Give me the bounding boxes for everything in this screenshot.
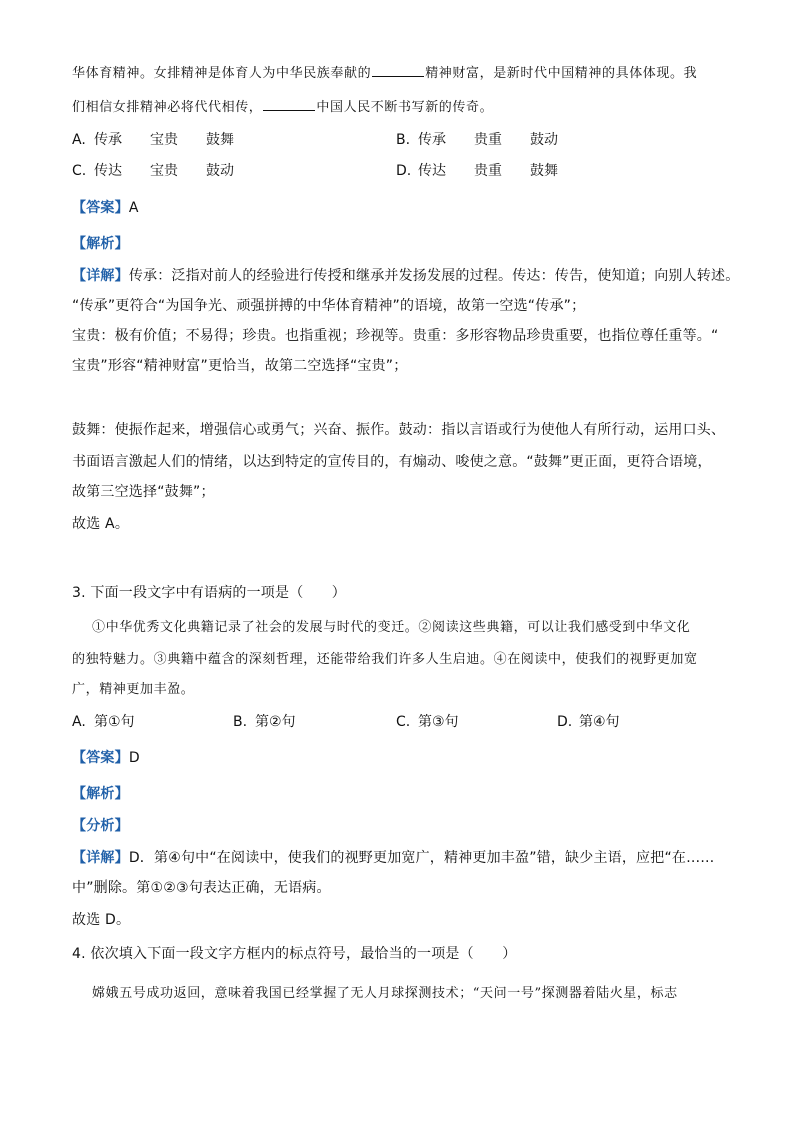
answer-tag: 【答案】 [72, 200, 129, 216]
q3-fenxi-tag [72, 816, 129, 836]
q2-detail-line-4: 宝贵”形容“精神财富”更恰当，故第二空选择“宝贵”； [72, 358, 408, 374]
option-label: C. [72, 163, 87, 179]
q3-detail-line-1 [72, 848, 715, 868]
q2-answer-line [72, 198, 139, 218]
option-text: 第①句 [94, 714, 135, 730]
q2-detail-line-6: 书面语言激起人们的情绪，以达到特定的宣传目的，有煽动、唆使之意。“鼓舞”更正面，更符合语境， [72, 454, 712, 470]
answer-value: A [128, 200, 139, 216]
detail-text: 传承：泛指对前人的经验进行传授和继承并发扬发展的过程。传达：传告，使知道；向别人转述。 [128, 268, 740, 284]
q2-detail-line-3: 宝贵：极有价值；不易得；珍贵。也指重视；珍视等。贵重：多形容物品珍贵重要，也指位尊任重等。“ [72, 328, 719, 344]
detail-tag: 【详解】 [72, 268, 129, 284]
q3-option-d [557, 712, 620, 732]
option-text: 第④句 [579, 714, 620, 730]
q3-passage-line-3: 广，精神更加丰盈。 [72, 682, 195, 697]
q2-passage-text: 精神财富，是新时代中国精神的具体体现。我 [425, 66, 698, 81]
q2-option-b [396, 130, 558, 150]
q2-option-c [72, 161, 234, 181]
option-word: 贵重 [474, 163, 502, 179]
q2-detail-line-5: 鼓舞：使振作起来，增强信心或勇气；兴奋、振作。鼓动：指以言语或行为使他人有所行动，运用口头、 [72, 422, 726, 438]
analysis-tag: 【解析】 [72, 786, 129, 802]
option-word: 传达 [418, 163, 446, 179]
q2-passage-text: 华体育精神。女排精神是体育人为中华民族奉献的 [72, 66, 372, 81]
q3-analysis-tag [72, 784, 129, 804]
detail-tag: 【详解】 [72, 850, 129, 866]
answer-tag: 【答案】 [72, 750, 129, 766]
q3-option-c [396, 712, 459, 732]
q3-passage-line-2: 的独特魅力。③典籍中蕴含的深刻哲理，还能带给我们许多人生启迪。④在阅读中，使我们的视野更加宽 [72, 652, 698, 667]
option-word: 宝贵 [150, 132, 178, 148]
option-word: 传达 [94, 163, 122, 179]
q3-answer-line [72, 748, 140, 768]
option-word: 宝贵 [150, 163, 178, 179]
q2-detail-line-1 [72, 266, 739, 286]
fenxi-tag: 【分析】 [72, 818, 129, 834]
option-text: 第②句 [255, 714, 296, 730]
option-word: 鼓动 [530, 132, 558, 148]
option-word: 传承 [418, 132, 446, 148]
option-label: B. [396, 132, 411, 148]
q2-option-a [72, 130, 234, 150]
q3-detail-line-2: 中”删除。第①②③句表达正确，无语病。 [72, 880, 331, 896]
q2-detail-line-2: “传承”更符合“为国争光、顽强拼搏的中华体育精神”的语境，故第一空选“传承”； [72, 298, 586, 314]
option-label: C. [396, 714, 411, 730]
option-word: 传承 [94, 132, 122, 148]
q2-passage-text: 中国人民不断书写新的传奇。 [316, 100, 494, 115]
q3-passage-line-1: ①中华优秀文化典籍记录了社会的发展与时代的变迁。②阅读这些典籍，可以让我们感受到中华文化 [92, 620, 691, 635]
q3-option-a [72, 712, 135, 732]
blank-2 [263, 98, 315, 111]
q2-detail-line-7: 故第三空选择“鼓舞”； [72, 484, 215, 500]
q3-stem: 3. 下面一段文字中有语病的一项是（ ） [72, 585, 347, 601]
analysis-tag: 【解析】 [72, 236, 129, 252]
q2-conclusion: 故选 A。 [72, 516, 130, 532]
q3-conclusion: 故选 D。 [72, 912, 131, 928]
option-word: 鼓舞 [206, 132, 234, 148]
detail-text: D．第④句中“在阅读中，使我们的视野更加宽广，精神更加丰盈”错，缺少主语，应把“在…… [128, 850, 715, 866]
blank-1 [372, 64, 424, 77]
option-label: D. [396, 163, 412, 179]
q3-option-b [233, 712, 296, 732]
option-label: A. [72, 714, 86, 730]
option-word: 鼓动 [206, 163, 234, 179]
option-label: B. [233, 714, 248, 730]
q2-passage-text: 们相信女排精神必将代代相传， [72, 100, 263, 115]
option-text: 第③句 [418, 714, 459, 730]
q4-passage-line-1: 嫦娥五号成功返回，意味着我国已经掌握了无人月球探测技术；“天问一号”探测器着陆火星，标志 [92, 986, 678, 1001]
option-label: D. [557, 714, 573, 730]
q2-passage-line-1 [72, 64, 697, 84]
q4-stem: 4. 依次填入下面一段文字方框内的标点符号，最恰当的一项是（ ） [72, 946, 517, 962]
option-word: 鼓舞 [530, 163, 558, 179]
option-word: 贵重 [474, 132, 502, 148]
option-label: A. [72, 132, 86, 148]
q2-passage-line-2 [72, 98, 493, 118]
q2-analysis-tag [72, 234, 129, 254]
answer-value: D [128, 750, 140, 766]
q2-option-d [396, 161, 558, 181]
